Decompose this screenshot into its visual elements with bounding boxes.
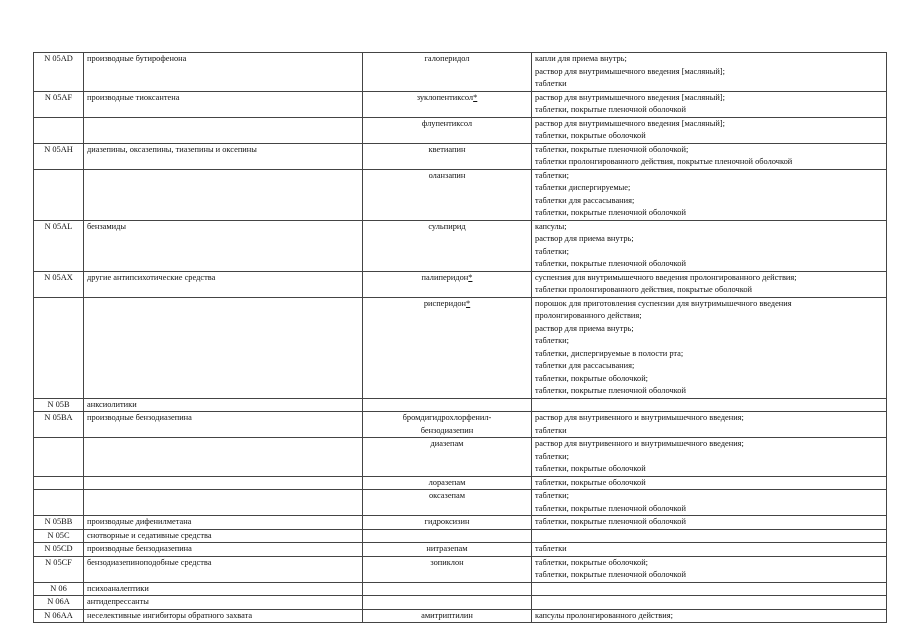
drug-name: галоперидол: [424, 54, 470, 63]
drug-name-cell: [363, 53, 532, 92]
table-row: [34, 596, 887, 610]
atc-code-cell: [34, 297, 84, 398]
dosage-form-line: таблетки: [535, 79, 567, 88]
dosage-form-line: таблетки, покрытые оболочкой: [535, 464, 646, 473]
dosage-form-line: раствор для внутривенного и внутримышечного введения;: [535, 413, 744, 422]
dosage-forms-cell: [532, 438, 887, 477]
atc-code-cell: [34, 476, 84, 490]
atc-code-cell: N 05BA: [34, 412, 84, 438]
dosage-form-line: таблетки пролонгированного действия, покрытые оболочкой: [535, 285, 753, 294]
dosage-forms-cell: [532, 412, 887, 438]
dosage-forms-cell: [532, 297, 887, 398]
dosage-forms-cell: [532, 609, 887, 623]
dosage-forms-cell: [532, 556, 887, 582]
drug-name: зопиклон: [430, 557, 464, 567]
drug-classification-table: [33, 52, 887, 623]
group-name-cell: [84, 438, 363, 477]
table-row: [34, 490, 887, 516]
dosage-form-line: таблетки, покрытые пленочной оболочкой: [535, 208, 686, 217]
table-row: [34, 117, 887, 143]
table-row: [34, 53, 887, 92]
dosage-form-line: таблетки для рассасывания;: [535, 361, 635, 370]
table-row: [34, 476, 887, 490]
drug-name: бензодиазепин: [420, 425, 474, 435]
dosage-forms-cell: [532, 91, 887, 117]
atc-code-cell: N 05BB: [34, 516, 84, 530]
table-row: [34, 91, 887, 117]
group-name-cell: [84, 117, 363, 143]
dosage-form-line: раствор для приема внутрь;: [535, 323, 634, 333]
dosage-forms-cell: [532, 516, 887, 530]
group-name-cell: бензамиды: [84, 220, 363, 271]
dosage-form-line: таблетки диспергируемые;: [535, 183, 631, 192]
drug-name-cell: [363, 516, 532, 530]
dosage-form-line: раствор для внутримышечного введения [масляный];: [535, 92, 725, 102]
dosage-form-line: раствор для внутривенного и внутримышечного введения;: [535, 439, 744, 448]
dosage-form-line: порошок для приготовления суспензии для внутримышечного введения: [535, 298, 792, 308]
table-row: [34, 220, 887, 271]
atc-code-cell: N 05CD: [34, 543, 84, 557]
dosage-form-line: таблетки, покрытые оболочкой: [535, 477, 646, 487]
atc-code-cell: N 05AD: [34, 53, 84, 92]
dosage-form-line: суспензия для внутримышечного введения пролонгированного действия;: [535, 272, 797, 282]
dosage-forms-cell: [532, 490, 887, 516]
table-row: [34, 398, 887, 412]
group-name-cell: производные бензодиазепина: [84, 412, 363, 438]
atc-code-cell: [34, 169, 84, 220]
dosage-forms-cell: [532, 398, 887, 412]
group-name-cell: [84, 476, 363, 490]
group-name-cell: антидепрессанты: [84, 596, 363, 610]
dosage-form-line: пролонгированного действия;: [535, 311, 642, 320]
table-row: [34, 556, 887, 582]
atc-code-cell: N 06AA: [34, 609, 84, 623]
asterisk-footnote-mark: *: [468, 272, 473, 282]
table-row: [34, 297, 887, 398]
dosage-forms-cell: [532, 582, 887, 596]
atc-code-cell: N 06: [34, 582, 84, 596]
group-name-cell: неселективные ингибиторы обратного захвата: [84, 609, 363, 623]
drug-name: диазепам: [430, 439, 464, 448]
atc-code-cell: N 05AL: [34, 220, 84, 271]
table-row: [34, 609, 887, 623]
table-row: [34, 438, 887, 477]
drug-name-cell: [363, 609, 532, 623]
atc-code-cell: N 05B: [34, 398, 84, 412]
dosage-form-line: таблетки;: [535, 491, 569, 500]
drug-name-cell: [363, 220, 532, 271]
atc-code-cell: [34, 117, 84, 143]
drug-name-cell: [363, 271, 532, 297]
group-name-cell: производные дифенилметана: [84, 516, 363, 530]
drug-name: кветиапин: [428, 144, 466, 154]
group-name-cell: снотворные и седативные средства: [84, 529, 363, 543]
drug-name: палиперидон*: [421, 272, 473, 282]
group-name-cell: [84, 169, 363, 220]
dosage-form-line: таблетки;: [535, 246, 569, 256]
dosage-form-line: капли для приема внутрь;: [535, 54, 627, 63]
group-name-cell: производные бензодиазепина: [84, 543, 363, 557]
dosage-form-line: таблетки, покрытые пленочной оболочкой: [535, 259, 686, 268]
dosage-forms-cell: [532, 220, 887, 271]
dosage-forms-cell: [532, 117, 887, 143]
drug-name-cell: [363, 143, 532, 169]
dosage-form-line: таблетки, покрытые пленочной оболочкой;: [535, 144, 689, 154]
group-name-cell: [84, 490, 363, 516]
atc-code-cell: [34, 438, 84, 477]
dosage-form-line: таблетки, покрытые оболочкой;: [535, 373, 649, 383]
drug-name-cell: [363, 490, 532, 516]
drug-name-cell: [363, 398, 532, 412]
dosage-form-line: таблетки, покрытые пленочной оболочкой: [535, 105, 686, 114]
dosage-forms-cell: [532, 543, 887, 557]
dosage-forms-cell: [532, 53, 887, 92]
dosage-form-line: таблетки: [535, 544, 567, 553]
atc-code-cell: N 05AX: [34, 271, 84, 297]
dosage-form-line: капсулы пролонгированного действия;: [535, 610, 673, 620]
table-row: [34, 582, 887, 596]
dosage-forms-cell: [532, 271, 887, 297]
dosage-forms-cell: [532, 169, 887, 220]
dosage-forms-cell: [532, 529, 887, 543]
drug-name: гидроксизин: [424, 517, 470, 526]
dosage-form-line: таблетки;: [535, 336, 569, 345]
drug-name-cell: [363, 117, 532, 143]
dosage-form-line: раствор для приема внутрь;: [535, 234, 634, 243]
dosage-form-line: таблетки, диспергируемые в полости рта;: [535, 348, 684, 358]
dosage-form-line: таблетки;: [535, 451, 569, 461]
group-name-cell: психоаналептики: [84, 582, 363, 596]
atc-code-cell: N 05C: [34, 529, 84, 543]
dosage-form-line: таблетки, покрытые оболочкой: [535, 131, 646, 140]
drug-name: зуклопентиксол*: [416, 92, 478, 102]
dosage-form-line: таблетки, покрытые пленочной оболочкой: [535, 570, 686, 579]
table-row: [34, 543, 887, 557]
dosage-form-line: раствор для внутримышечного введения [масляный];: [535, 118, 725, 128]
drug-name-cell: [363, 596, 532, 610]
dosage-form-line: таблетки пролонгированного действия, покрытые пленочной оболочкой: [535, 157, 793, 166]
drug-name: лоразепам: [428, 477, 466, 487]
atc-code-cell: N 05AF: [34, 91, 84, 117]
dosage-form-line: таблетки: [535, 425, 567, 435]
table-row: [34, 412, 887, 438]
group-name-cell: диазепины, оксазепины, тиазепины и оксепины: [84, 143, 363, 169]
dosage-form-line: таблетки, покрытые пленочной оболочкой: [535, 517, 686, 526]
group-name-cell: бензодиазепиноподобные средства: [84, 556, 363, 582]
dosage-form-line: раствор для внутримышечного введения [масляный];: [535, 66, 725, 76]
dosage-forms-cell: [532, 596, 887, 610]
dosage-form-line: таблетки, покрытые оболочкой;: [535, 557, 649, 567]
asterisk-footnote-mark: *: [473, 92, 478, 102]
table-row: [34, 271, 887, 297]
drug-name-cell: [363, 556, 532, 582]
dosage-form-line: таблетки, покрытые пленочной оболочкой: [535, 386, 686, 395]
atc-code-cell: N 05AH: [34, 143, 84, 169]
dosage-form-line: капсулы;: [535, 221, 567, 231]
drug-name-cell: [363, 412, 532, 438]
table-row: [34, 143, 887, 169]
dosage-forms-cell: [532, 143, 887, 169]
table-body: [34, 53, 887, 623]
drug-name: оксазепам: [428, 491, 466, 500]
drug-name-cell: [363, 297, 532, 398]
table-row: [34, 529, 887, 543]
atc-code-cell: N 05CF: [34, 556, 84, 582]
drug-name-cell: [363, 91, 532, 117]
table-row: [34, 516, 887, 530]
asterisk-footnote-mark: *: [466, 298, 471, 308]
group-name-cell: анксиолитики: [84, 398, 363, 412]
drug-name: нитразепам: [426, 544, 468, 553]
table-row: [34, 169, 887, 220]
drug-name-cell: [363, 438, 532, 477]
group-name-cell: [84, 297, 363, 398]
drug-name: сульпирид: [428, 221, 466, 231]
drug-name-cell: [363, 529, 532, 543]
drug-name-cell: [363, 169, 532, 220]
group-name-cell: производные тиоксантена: [84, 91, 363, 117]
drug-name-cell: [363, 543, 532, 557]
drug-name: оланзапин: [428, 170, 466, 180]
drug-name: флупентиксол: [421, 118, 473, 128]
drug-name: амитриптилин: [421, 610, 473, 620]
drug-name-cell: [363, 582, 532, 596]
drug-name: бромдигидрохлорфенил-: [402, 413, 492, 422]
dosage-forms-cell: [532, 476, 887, 490]
drug-name-cell: [363, 476, 532, 490]
atc-code-cell: N 06A: [34, 596, 84, 610]
group-name-cell: производные бутирофенона: [84, 53, 363, 92]
drug-name: рисперидон*: [423, 298, 471, 308]
dosage-form-line: таблетки;: [535, 170, 569, 180]
dosage-form-line: таблетки, покрытые пленочной оболочкой: [535, 503, 686, 513]
group-name-cell: другие антипсихотические средства: [84, 271, 363, 297]
atc-code-cell: [34, 490, 84, 516]
dosage-form-line: таблетки для рассасывания;: [535, 195, 635, 205]
